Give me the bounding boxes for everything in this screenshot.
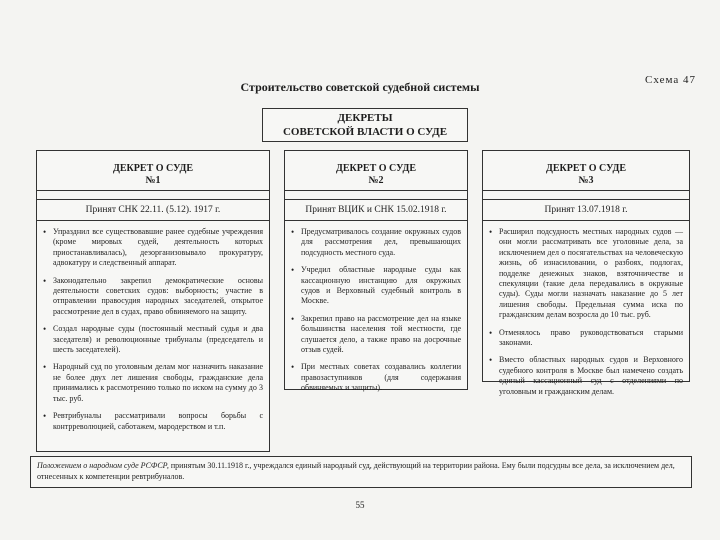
decree-number: №1 <box>145 175 161 186</box>
decree-adopted: Принят СНК 22.11. (5.12). 1917 г. <box>37 199 269 221</box>
list-item: • При местных советах создавались коллегии правозаступников (для содержания обвиняемых и защиты). <box>291 362 461 393</box>
footer-note-italic: Положением о народном суде РСФСР, <box>37 461 169 470</box>
footer-note-text: принятым 30.11.1918 г., учреждался единый народный суд, действующий на территории района. Ему были подсудны все дела, за исключением дел, отнесенных к компетенции ревтрибуналов. <box>37 461 675 481</box>
list-item: • Вместо областных народных судов и Верховного судебного контроля в Москве был намечено создать единый кассационный суд с отделениями по уголовным и гражданским делам. <box>489 355 683 397</box>
decree-heading <box>483 151 689 191</box>
decree-number: №2 <box>368 175 384 186</box>
list-item: • Упразднил все существовавшие ранее судебные учреждения (кроме мировых судей, деятельность которых приостанавливалась), дезорганизовывало прокуратуру, адвокатуру и следственный аппарат. <box>43 227 263 269</box>
decree-provisions-list <box>37 221 269 432</box>
decree-column-2 <box>284 150 468 393</box>
decree-provisions-list <box>483 221 689 397</box>
decree-heading <box>285 151 467 191</box>
decree-title: ДЕКРЕТ О СУДЕ <box>546 163 626 174</box>
page-title: Строительство советской судебной системы <box>240 80 480 94</box>
list-item: • Учредил областные народные суды как кассационную инстанцию для окружных судов и Верховный судебный контроль в Москве. <box>291 265 461 307</box>
decree-number: №3 <box>578 175 594 186</box>
decree-column-1 <box>36 150 270 452</box>
decree-adopted: Принят ВЦИК и СНК 15.02.1918 г. <box>285 199 467 221</box>
decrees-header-box <box>262 108 468 142</box>
decree-adopted: Принят 13.07.1918 г. <box>483 199 689 221</box>
decrees-header-line1: ДЕКРЕТЫ <box>337 112 393 124</box>
footer-note-box <box>30 456 692 488</box>
list-item: • Предусматривалось создание окружных судов для рассмотрения дел, превышающих подсудность местного суда. <box>291 227 461 258</box>
decree-heading <box>37 151 269 191</box>
list-item: • Законодательно закрепил демократические основы деятельности советских судов: выборность; участие в отправлении правосудия народных заседателей, открытое рассмотрение дел в судах, право обвиняемого на защиту. <box>43 276 263 318</box>
decree-provisions-list <box>285 221 467 394</box>
list-item: • Создал народные суды (постоянный местный судья и два заседателя) и революционные трибуналы (председатель и шесть заседателей). <box>43 324 263 355</box>
page-number: 55 <box>355 500 365 510</box>
list-item: • Закрепил право на рассмотрение дел на языке большинства населения той местности, где слушается дело, а также право на досрочные отзыв судей. <box>291 314 461 356</box>
decree-column-3 <box>482 150 690 396</box>
list-item: • Расширил подсудность местных народных судов — они могли рассматривать все уголовные дела, за исключением дел о посягательствах на человеческую жизнь, об изнасиловании, о разбоях, подлогах, подделке денежных знаков, взяточничестве и спекуляции (такие дела передавались в окружные суды). Суды могли назначать наказание до 5 лет лишения свободы. Предельная сумма иска по гражданским делам возросла до 10 тыс. руб. <box>489 227 683 321</box>
decree-title: ДЕКРЕТ О СУДЕ <box>336 163 416 174</box>
scheme-label: Схема 47 <box>645 74 696 86</box>
decrees-header-line2: СОВЕТСКОЙ ВЛАСТИ О СУДЕ <box>282 126 448 138</box>
decree-title: ДЕКРЕТ О СУДЕ <box>113 163 193 174</box>
list-item: • Отменялось право руководствоваться старыми законами. <box>489 328 683 349</box>
list-item: • Ревтрибуналы рассматривали вопросы борьбы с контрреволюцией, саботажем, мародерством и т.п. <box>43 411 263 432</box>
list-item: • Народный суд по уголовным делам мог назначить наказание не более двух лет лишения свободы, гражданские дела принимались к рассмотрению только по иском на сумму до 3 тыс. руб. <box>43 362 263 404</box>
